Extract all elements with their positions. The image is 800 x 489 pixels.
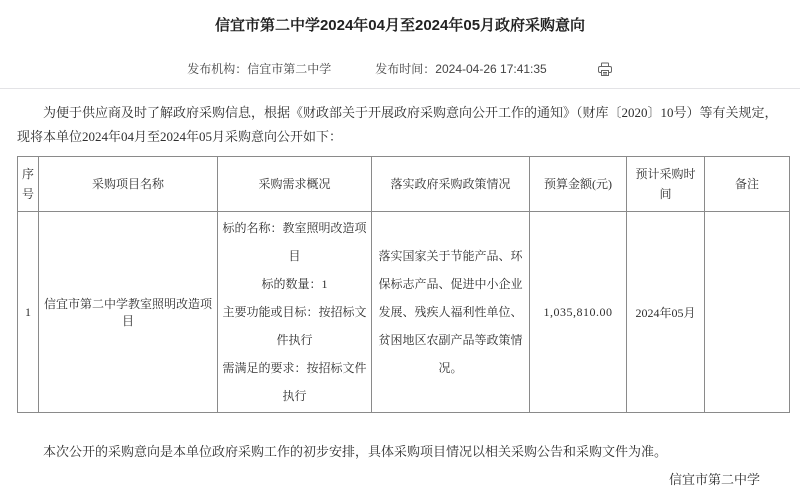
cell-budget: 1,035,810.00: [530, 212, 627, 413]
col-header-project-name: 采购项目名称: [39, 157, 218, 212]
meta-row: [0, 62, 800, 77]
publish-time: [375, 62, 546, 77]
col-header-demand: 采购需求概况: [218, 157, 372, 212]
demand-line: 需满足的要求：按招标文件执行: [222, 361, 367, 403]
col-header-remark: 备注: [705, 157, 790, 212]
printer-icon[interactable]: [597, 62, 613, 77]
col-header-policy: 落实政府采购政策情况: [372, 157, 530, 212]
procurement-table: [17, 156, 790, 413]
col-header-budget: 预算金额(元): [530, 157, 627, 212]
cell-expected-time: 2024年05月: [627, 212, 705, 413]
publisher-value: 信宜市第二中学: [247, 62, 332, 76]
cell-project-name: 信宜市第二中学教室照明改造项目: [39, 212, 218, 413]
publisher: [187, 62, 331, 77]
signature: 信宜市第二中学: [668, 472, 760, 487]
demand-line: 标的名称：教室照明改造项目: [222, 221, 367, 263]
col-header-expected-time: 预计采购时间: [627, 157, 705, 212]
cell-policy: 落实国家关于节能产品、环保标志产品、促进中小企业发展、残疾人福利性单位、贫困地区农副产品等政策情况。: [372, 212, 530, 413]
footer-note: 本次公开的采购意向是本单位政府采购工作的初步安排，具体采购项目情况以相关采购公告和采购文件为准。: [43, 444, 668, 459]
intro-paragraph: 为便于供应商及时了解政府采购信息，根据《财政部关于开展政府采购意向公开工作的通知》（财库〔2020〕10号）等有关规定，现将本单位2024年04月至2024年05月采购意向公开如下：: [17, 105, 778, 144]
cell-remark: [705, 212, 790, 413]
page-title: 信宜市第二中学2024年04月至2024年05月政府采购意向: [214, 17, 586, 34]
table-header-row: [18, 157, 790, 212]
cell-seq: 1: [18, 212, 39, 413]
cell-demand: [218, 212, 372, 413]
publish-time-label: 发布时间：: [375, 62, 436, 76]
publish-time-value: 2024-04-26 17:41:35: [435, 62, 547, 76]
publisher-label: 发布机构：: [187, 62, 248, 76]
demand-line: 主要功能或目标：按招标文件执行: [222, 305, 367, 347]
demand-line: 标的数量：1: [261, 277, 328, 291]
header-divider: [0, 88, 800, 89]
table-row: [18, 212, 790, 413]
col-header-seq: 序号: [18, 157, 39, 212]
